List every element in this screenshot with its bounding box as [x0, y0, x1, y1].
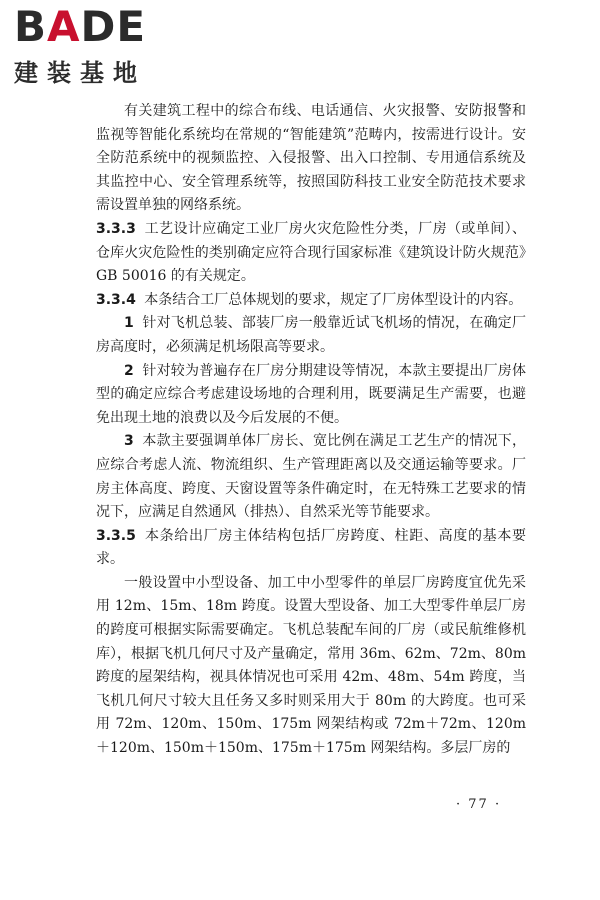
clause-number: 3.3.3: [96, 220, 136, 237]
item-text: 本款主要强调单体厂房长、宽比例在满足工艺生产的情况下，应综合考虑人流、物流组织、生产管理距离以及交通运输等要求。厂房主体高度、跨度、天窗设置等条件确定时，在无特殊工艺要求的情况下，应满足自然通风（排热）、自然采光等节能要求。: [96, 433, 526, 521]
document-body: [96, 100, 526, 761]
item-text: 针对较为普遍存在厂房分期建设等情况，本款主要提出厂房体型的确定应综合考虑建设场地的合理利用，既要满足生产需要，也避免出现土地的浪费以及今后发展的不便。: [96, 362, 526, 426]
item-text: 针对飞机总装、部装厂房一般靠近试飞机场的情况，在确定厂房高度时，必须满足机场限高等要求。: [96, 315, 526, 355]
item-number: 3: [124, 433, 134, 450]
clause-3-3-3: [96, 218, 526, 289]
item-number: 2: [124, 362, 134, 379]
item-1: [96, 312, 526, 359]
clause-3-3-4: [96, 289, 526, 313]
paragraph-intelligent-systems: [96, 100, 526, 218]
clause-3-3-5: [96, 525, 526, 572]
clause-number: 3.3.5: [96, 527, 136, 544]
clause-number: 3.3.4: [96, 291, 136, 308]
bade-logo: [14, 4, 184, 90]
clause-text: 本条给出厂房主体结构包括厂房跨度、柱距、高度的基本要求。: [96, 527, 526, 568]
paragraph-text: 一般设置中小型设备、加工中小型零件的单层厂房跨度宜优先采用 12m、15m、18m 跨度。设置大型设备、加工大型零件单层厂房的跨度可根据实际需要确定。飞机总装配车间的厂房（或民航维修机库），根据飞机几何尺寸及产量确定，常用 36m、62m、72m、80m 跨度的屋架结构，视具体情况也可采用 42m、48m、54m 跨度，当飞机几何尺寸较大且任务又多时则采用大于 80m 的大跨度。也可采用 72m、120m、150m、175m 网架结构或 72m＋72m、120m＋120m、150m＋150m、175m＋175m 网架结构。多层厂房的: [96, 574, 526, 757]
logo-subtitle: 建装基地: [14, 59, 146, 87]
clause-text: 工艺设计应确定工业厂房火灾危险性分类，厂房（或单间）、仓库火灾危险性的类别确定应符合现行国家标准《建筑设计防火规范》GB 50016 的有关规定。: [96, 220, 526, 285]
page-number: · 77 ·: [456, 797, 502, 812]
paragraph-span-requirements: [96, 572, 526, 761]
item-3: [96, 430, 526, 524]
logo-letter-b: B: [14, 2, 48, 51]
logo-letter-a-accent: A: [47, 2, 81, 51]
item-number: 1: [124, 315, 134, 332]
clause-text: 本条结合工厂总体规划的要求，规定了厂房体型设计的内容。: [144, 291, 523, 308]
paragraph-text: 有关建筑工程中的综合布线、电话通信、火灾报警、安防报警和监视等智能化系统均在常规的“智能建筑”范畴内，按需进行设计。安全防范系统中的视频监控、入侵报警、出入口控制、专用通信系统及其监控中心、安全管理系统等，按照国防科技工业安全防范技术要求需设置单独的网络系统。: [96, 103, 526, 214]
logo-wordmark: [14, 4, 184, 50]
logo-letters-de: DE: [80, 2, 147, 51]
item-2: [96, 360, 526, 431]
